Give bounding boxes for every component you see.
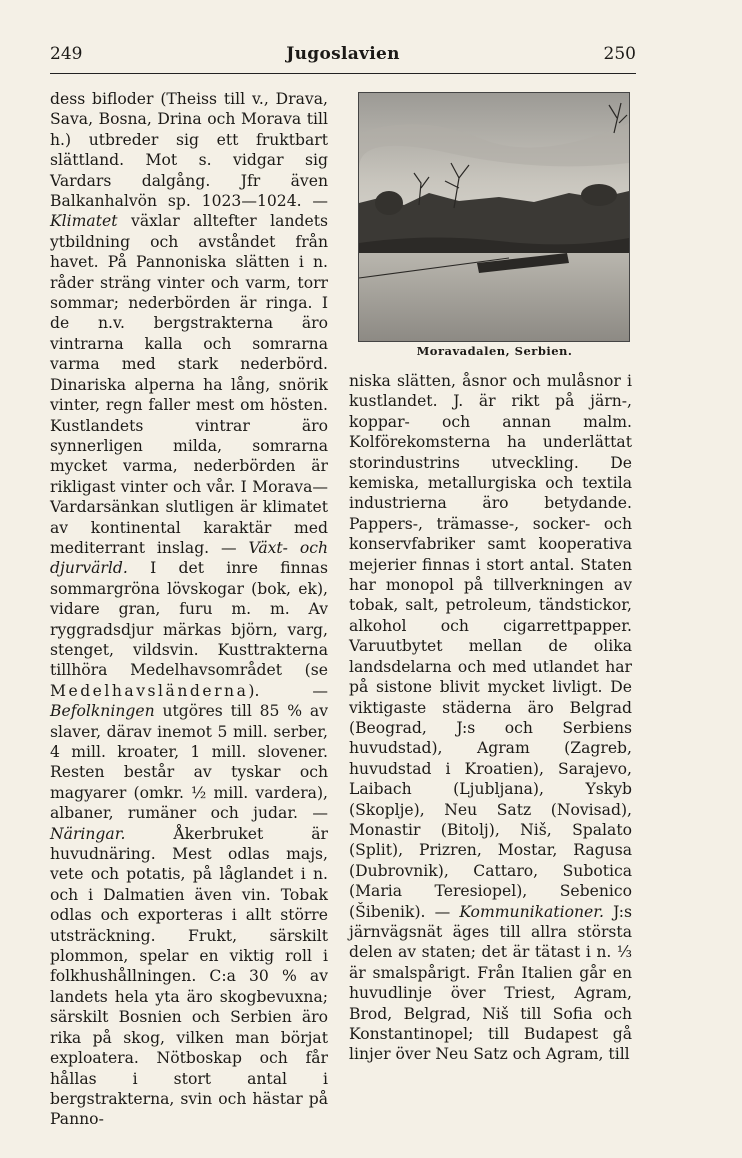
figure-caption: Moravadalen, Serbien.: [416, 344, 573, 358]
text-run: dess bifloder (Theiss till v., Drava, Sava, Bosna, Drina och Morava till h.) utbreder sig ett fruktbart slättland. Mot s. vidgar sig Vardars dalgång. Jfr även Balkanhalvön sp. 1023—1024. —: [50, 90, 328, 211]
left-column: [50, 89, 328, 1130]
page-header: [50, 44, 636, 70]
tree: [375, 191, 403, 215]
header-rule: [50, 73, 636, 74]
section-heading-befolkningen: Befolkningen: [50, 702, 155, 721]
section-heading-vaxt-och-djurvarld: Växt- och djurvärld.: [50, 538, 328, 578]
text-run: I det inre finnas sommargröna lövskogar (bok, ek), vidare gran, furu m. m. Av ryggradsdjur märkas björn, varg, stenget, vildsvin. Kusttrakterna tillhöra Medelhavsområdet (se: [50, 559, 328, 680]
figure-photo: [358, 92, 630, 342]
page-number-right: 250: [603, 44, 636, 64]
section-heading-kommunikationer: Kommunikationer.: [459, 902, 604, 921]
river-landscape-photo: [359, 93, 629, 341]
right-column-text: [349, 371, 632, 1065]
left-column-text: [50, 89, 328, 1130]
text-run: J:s järnvägsnät äges till allra största delen av staten; det är tätast i n. ⅓ är smalspårigt. Från Italien går en huvudlinje över Triest, Agram, Brod, Belgrad, Niš till Sofia och Konstantinopel; till Budapest gå linjer över Neu Satz och Agram, till: [349, 902, 632, 1064]
text-run: niska slätten, åsnor och mulåsnor i kustlandet. J. är rikt på järn-, koppar- och annan malm. Kolförekomsterna ha underlättat storindustrins utveckling. De kemiska, metallurgiska och textila industrierna äro betydande. Pappers-, trämasse-, socker- och konservfabriker samt kooperativa mejerier finnas i stort antal. Staten har monopol på tillverkningen av tobak, salt, petroleum, tändstickor, alkohol och cigarrettpapper. Varuutbytet mellan de olika landsdelarna och med utlandet har på sistone blivit mycket livligt. De viktigaste städerna äro Belgrad (Beograd, J:s och Serbiens huvudstad), Agram (Zagreb, huvudstad i Kroatien), Sarajevo, Laibach (Ljubljana), Yskyb (Skoplje), Neu Satz (Novisad), Monastir (Bitolj), Niš, Spalato (Split), Prizren, Mostar, Ragusa (Dubrovnik), Cattaro, Subotica (Maria Teresiopel), Sebenico (Šibenik). —: [349, 372, 632, 921]
text-run: ). —: [248, 681, 328, 700]
text-run: växlar alltefter landets ytbildning och avståndet från havet. På Pannoniska slätten i n. råder sträng vinter och varm, torr sommar; nederbörden är ringa. I de n.v. bergstrakterna äro vintrarna kalla och somrarna varma med stark nederbörd. Dinariska alperna ha lång, snörik vinter, regn faller mest om hösten. Kustlandets vintrar äro synnerligen milda, somrarna mycket varma, nederbörden är rikligast vinter och vår. I Morava—Vardarsänkan slutligen är klimatet av kontinental karaktär med mediterrant inslag. —: [50, 212, 328, 557]
text-run: utgöres till 85 % av slaver, därav inemot 5 mill. serber, 4 mill. kroater, 1 mill. slovener. Resten består av tyskar och magyarer (omkr. ½ mill. vardera), albaner, rumäner och judar. —: [50, 702, 328, 823]
page-number-left: 249: [50, 44, 83, 64]
text-run: Åkerbruket är huvudnäring. Mest odlas majs, vete och potatis, på låglandet i n. och i Dalmatien även vin. Tobak odlas och exporteras i allt större utsträckning. Frukt, särskilt plommon, spelar en viktig roll i folkhushållningen. C:a 30 % av landets hela yta äro skogbevuxna; särskilt Bosnien och Serbien äro rika på skog, vilken man börjat exploatera. Nötboskap och får hållas i stort antal i bergstrakterna, svin och hästar på Panno-: [50, 824, 328, 1129]
section-heading-naringar: Näringar.: [50, 824, 126, 843]
running-title: Jugoslavien: [286, 44, 400, 64]
tree: [581, 184, 617, 206]
right-column: [349, 371, 632, 1065]
cross-reference: Medelhavsländerna: [50, 681, 249, 700]
section-heading-klimatet: Klimatet: [50, 212, 118, 231]
